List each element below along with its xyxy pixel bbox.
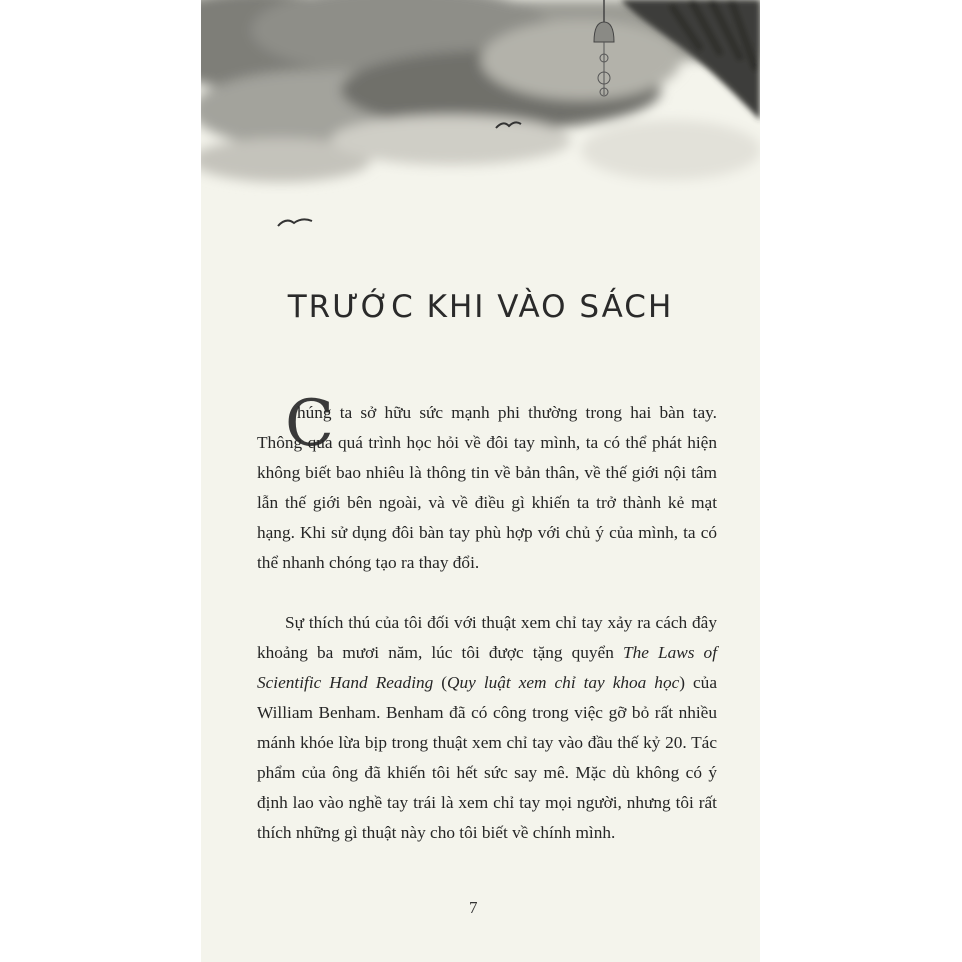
page-number: 7 <box>469 898 478 917</box>
drop-cap: C <box>285 387 334 461</box>
bird-icon <box>276 214 316 230</box>
book-title-translation: Quy luật xem chỉ tay khoa học <box>447 673 680 692</box>
book-page <box>201 0 760 962</box>
book-title: The Laws of Scientific Hand Reading <box>257 643 717 692</box>
chapter-title: TRƯỚC KHI VÀO SÁCH <box>287 288 674 325</box>
paragraph-2-lead: Sự thích thú của tôi đối với thuật xem chỉ tay xảy ra cách đây khoảng ba mươi năm, lúc tôi được tặng quyển <box>257 613 717 662</box>
paragraph-1: húng ta sở hữu sức mạnh phi thường trong hai bàn tay. Thông qua quá trình học hỏi về đôi tay mình, ta có thể phát hiện không biết bao nhiêu là thông tin về bản thân, về thế giới nội tâm lẫn thế giới bên ngoài, và về điều gì khiến ta trở thành kẻ mạt hạng. Khi sử dụng đôi bàn tay phù hợp với chủ ý của mình, ta có thể nhanh chóng tạo ra thay đổi. <box>257 403 717 572</box>
open-paren: ( <box>433 673 448 692</box>
paragraph-2-tail: ) của William Benham. Benham đã có công trong việc gỡ bỏ rất nhiều mánh khóe lừa bịp trong thuật xem chỉ tay vào đầu thế kỷ 20. Tác phẩm của ông đã khiến tôi hết sức say mê. Mặc dù không có ý định lao vào nghề tay trái là xem chỉ tay mọi người, nhưng tôi rất thích những gì thuật này cho tôi biết về chính mình. <box>257 673 717 842</box>
sky-illustration <box>201 0 760 200</box>
paragraph-2 <box>257 608 717 848</box>
